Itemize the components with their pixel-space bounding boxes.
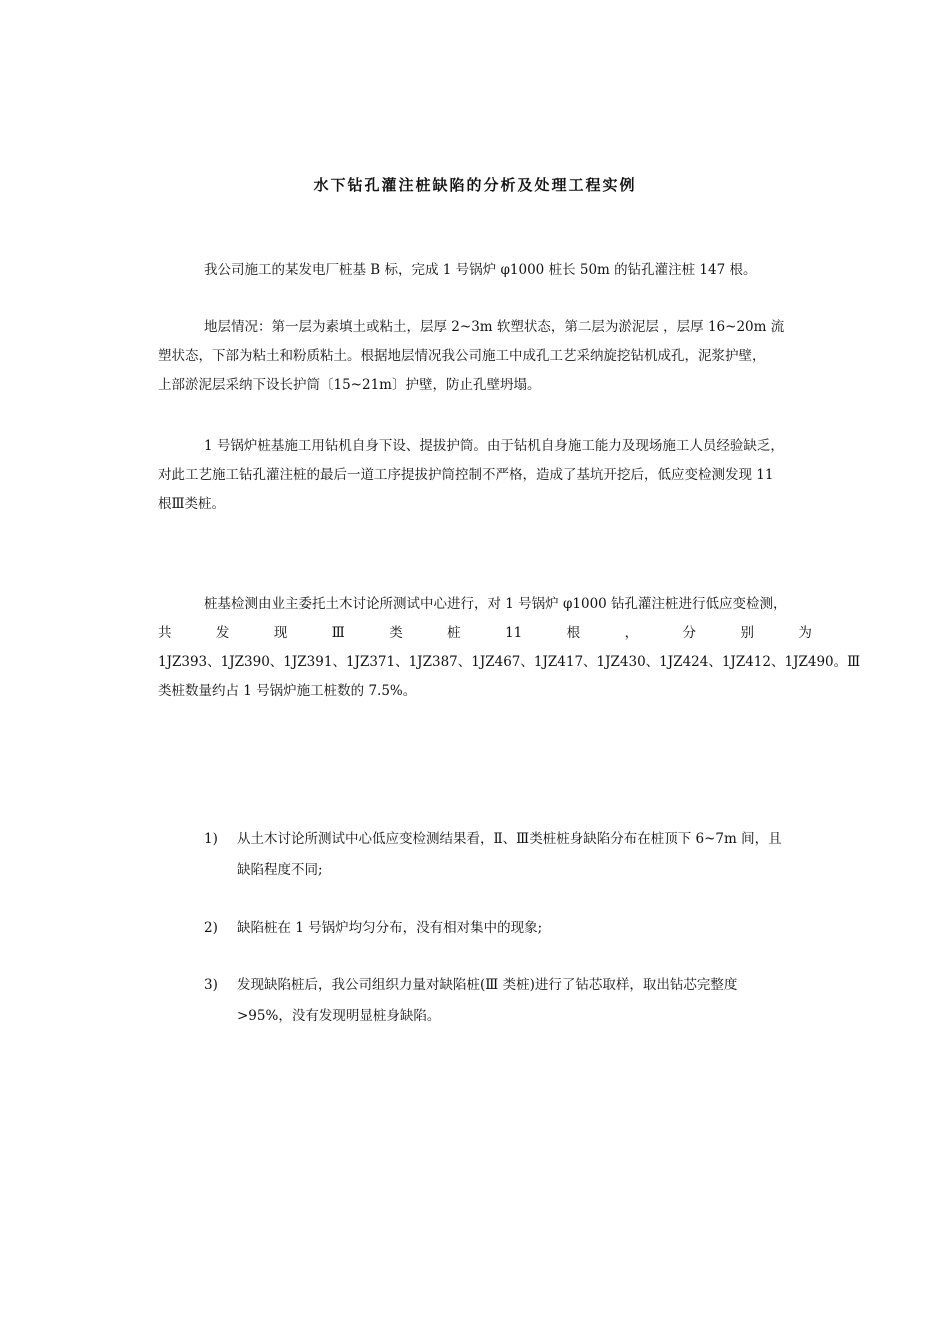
paragraph-line: 1 号锅炉桩基施工用钻机自身下设、提拔护筒。由于钻机自身施工能力及现场施工人员经验缺乏， [204,438,784,454]
paragraph-line: 桩基检测由业主委托土木讨论所测试中心进行，对 1 号锅炉 φ1000 钻孔灌注桩进行低应变检测， [204,596,787,612]
document-title: 水下钻孔灌注桩缺陷的分析及处理工程实例 [313,176,637,194]
paragraph-line-justified [158,619,812,648]
list-item-line: 发现缺陷桩后，我公司组织力量对缺陷桩(Ⅲ 类桩)进行了钻芯取样，取出钻芯完整度 [237,977,738,993]
justified-word: ， [624,625,639,641]
paragraph-line: 1JZ393、1JZ390、1JZ391、1JZ371、1JZ387、1JZ467、1JZ417、1JZ430、1JZ424、1JZ412、1JZ490。Ⅲ [158,654,861,670]
justified-word: 发 [215,625,230,641]
list-item-text [237,970,812,1032]
justified-word: 为 [798,625,812,641]
justified-word: 别 [740,625,754,641]
justified-word: 现 [273,625,288,641]
paragraph-line: 地层情况：第一层为素填土或粘土，层厚 2~3m 软塑状态，第二层为淤泥层 ，层厚 16~20m 流 [204,319,785,335]
justified-word: 分 [682,625,697,641]
list-item-text [237,913,812,944]
paragraph-line: 类桩数量约占 1 号锅炉施工桩数的 7.5%。 [158,683,417,699]
paragraph-line: 塑状态，下部为粘土和粉质粘土。根据地层情况我公司施工中成孔工艺采纳旋挖钻机成孔，泥浆护壁， [158,348,766,364]
list-item-line: >95%，没有发现明显桩身缺陷。 [237,1008,441,1024]
paragraph-line: 上部淤泥层采纳下设长护筒〔15~21m〕护壁，防止孔壁坍塌。 [158,377,541,393]
justified-word: 共 [158,625,172,641]
list-item-number: 1) [204,831,218,847]
justified-word: Ⅲ [331,625,345,641]
list-item-number: 2) [204,920,218,936]
justified-word: 11 [505,625,523,641]
list-item-number: 3) [204,977,218,993]
paragraph-line: 根Ⅲ类桩。 [158,496,226,512]
justified-word: 类 [389,625,403,641]
list-item [204,824,812,886]
list-item-text [237,824,812,886]
list-item [204,913,812,944]
list-item [204,970,812,1032]
paragraph-inspection [158,590,861,706]
paragraph-construction [158,432,812,519]
paragraph-line: 我公司施工的某发电厂桩基 B 标，完成 1 号锅炉 φ1000 桩长 50m 的钻孔灌注桩 147 根。 [204,262,757,278]
list-item-line: 缺陷桩在 1 号锅炉均匀分布，没有相对集中的现象; [237,920,543,936]
paragraph-line: 对此工艺施工钻孔灌注桩的最后一道工序提拔护筒控制不严格，造成了基坑开挖后，低应变检测发现 11 [158,467,774,483]
list-item-line: 从土木讨论所测试中心低应变检测结果看，Ⅱ、Ⅲ类桩桩身缺陷分布在桩顶下 6~7m 间，且 [237,831,782,847]
justified-word: 根 [566,625,581,641]
list-item-line: 缺陷程度不同; [237,862,323,878]
justified-word: 桩 [447,625,461,641]
paragraph-project-overview [158,256,812,285]
paragraph-stratum [158,313,812,400]
